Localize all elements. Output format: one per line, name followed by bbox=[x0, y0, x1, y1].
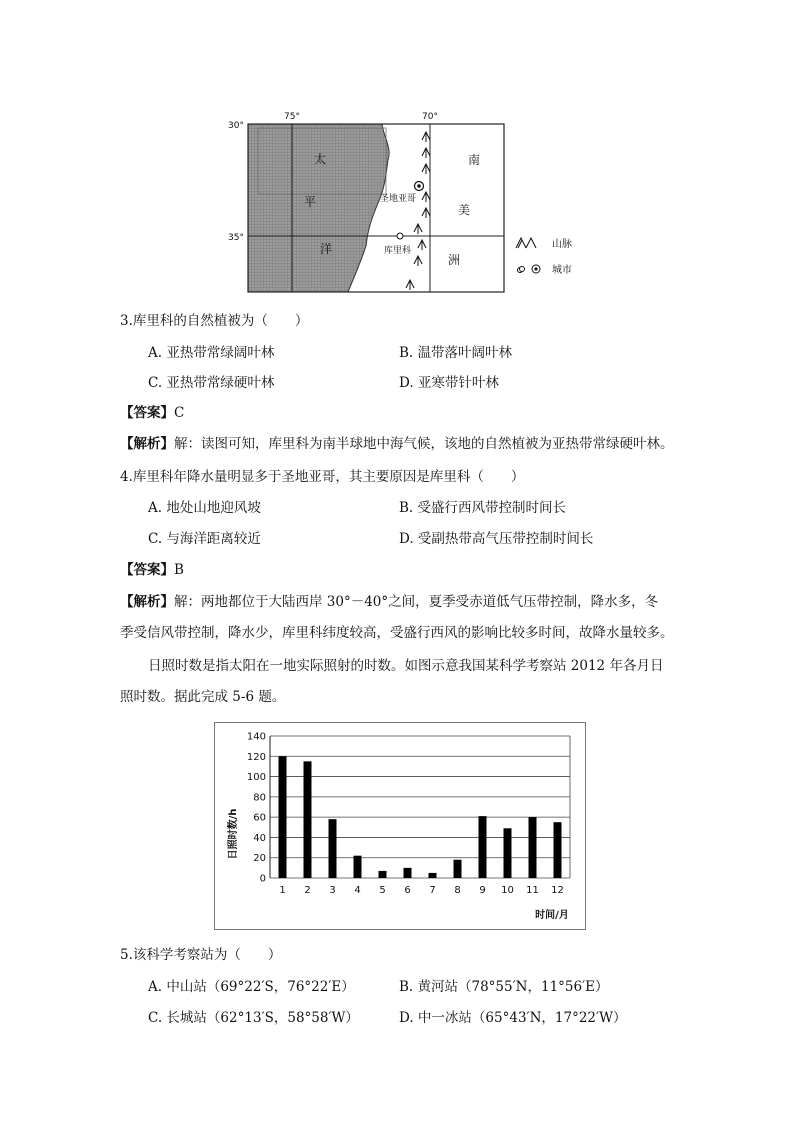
chart-bar-month-8 bbox=[454, 860, 462, 878]
chart-y-tick-label: 140 bbox=[246, 731, 266, 743]
q3-analysis-text: 解：读图可知，库里科为南半球地中海气候，该地的自然植被为亚热带常绿硬叶林。 bbox=[174, 436, 674, 452]
santiago-city-symbol bbox=[415, 182, 424, 191]
ocean-char-1: 太 bbox=[314, 152, 327, 166]
chart-y-tick-label: 20 bbox=[253, 853, 266, 865]
continent-char-2: 美 bbox=[458, 203, 471, 217]
chart-bar-month-2 bbox=[304, 761, 312, 878]
q5-option-c: C. 长城站（62°13′S，58°58′W） bbox=[148, 1010, 359, 1026]
chart-y-axis-label: 日照时数/h bbox=[228, 808, 239, 860]
q4-option-a: A. 地处山地迎风坡 bbox=[148, 500, 261, 516]
chart-x-axis-label: 时间/月 bbox=[535, 910, 569, 921]
label-lon-70: 70° bbox=[422, 112, 438, 122]
q4-answer-label: 【答案】 bbox=[120, 562, 174, 578]
q3-option-b: B. 温带落叶阔叶林 bbox=[399, 345, 513, 361]
q5-option-a: A. 中山站（69°22′S，76°22′E） bbox=[148, 979, 355, 995]
chart-x-tick-label: 6 bbox=[404, 885, 411, 896]
q4-analysis-text-1: 解：两地都位于大陆西岸 30°－40°之间，夏季受赤道低气压带控制，降水多，冬 bbox=[174, 594, 659, 610]
legend-mountain-symbol bbox=[516, 238, 536, 248]
chart-x-tick-label: 5 bbox=[379, 885, 386, 896]
andes-mountain-symbols bbox=[406, 132, 430, 290]
chart-x-tick-label: 8 bbox=[454, 885, 461, 896]
chart-y-tick-label: 0 bbox=[259, 873, 266, 885]
q5-option-b: B. 黄河站（78°55′N，11°56′E） bbox=[399, 979, 609, 995]
intro-line1: 日照时数是指太阳在一地实际照射的时数。如图示意我国某科学考察站 2012 年各月日 bbox=[148, 658, 664, 674]
chart-x-tick-label: 11 bbox=[526, 885, 539, 896]
chart-x-tick-label: 3 bbox=[329, 885, 336, 896]
q5-stem: 5.该科学考察站为（ ） bbox=[120, 947, 282, 963]
legend-icons bbox=[512, 234, 552, 274]
map-figure bbox=[222, 108, 522, 300]
label-lat-30: 30° bbox=[228, 121, 244, 131]
q4-analysis-line1 bbox=[120, 593, 658, 611]
q3-option-a: A. 亚热带常绿阔叶林 bbox=[148, 345, 275, 361]
q4-answer bbox=[120, 561, 184, 579]
chart-bar-month-7 bbox=[429, 873, 437, 878]
city-curico-label: 库里科 bbox=[384, 246, 412, 256]
q3-answer-label: 【答案】 bbox=[120, 405, 174, 421]
legend-city-small-symbol bbox=[520, 267, 525, 272]
chart-bar-month-11 bbox=[529, 817, 537, 878]
label-lat-35: 35° bbox=[228, 233, 244, 243]
chart-bar-month-5 bbox=[379, 871, 387, 878]
continent-char-3: 洲 bbox=[448, 253, 461, 267]
chart-bar-month-6 bbox=[404, 868, 412, 878]
label-lon-75: 75° bbox=[284, 112, 300, 122]
chart-x-tick-label: 2 bbox=[304, 885, 311, 896]
q3-answer bbox=[120, 404, 184, 422]
q4-stem: 4.库里科年降水量明显多于圣地亚哥，其主要原因是库里科（ ） bbox=[120, 469, 525, 485]
q4-option-d: D. 受副热带高气压带控制时间长 bbox=[399, 531, 594, 547]
chart-bar-month-12 bbox=[554, 822, 562, 878]
q3-option-d: D. 亚寒带针叶林 bbox=[399, 375, 499, 391]
q3-stem: 3.库里科的自然植被为（ ） bbox=[120, 313, 309, 329]
legend-mountain-label: 山脉 bbox=[552, 239, 572, 250]
chart-y-tick-label: 60 bbox=[253, 812, 266, 824]
sunshine-hours-bar-chart bbox=[214, 722, 586, 930]
q4-option-b: B. 受盛行西风带控制时间长 bbox=[399, 500, 567, 516]
q3-answer-value: C bbox=[174, 405, 185, 421]
chart-y-tick-label: 100 bbox=[246, 772, 266, 784]
chart-x-tick-label: 9 bbox=[479, 885, 486, 896]
chart-x-tick-label: 1 bbox=[279, 885, 286, 896]
chart-bar-month-10 bbox=[504, 828, 512, 878]
pacific-ocean-area bbox=[248, 124, 389, 292]
continent-char-1: 南 bbox=[468, 153, 481, 167]
chart-bar-month-3 bbox=[329, 819, 337, 878]
q4-answer-value: B bbox=[174, 562, 184, 578]
legend-city-big-symbol bbox=[532, 265, 540, 273]
q3-analysis-label: 【解析】 bbox=[120, 436, 174, 452]
legend-city-label: 城市 bbox=[552, 265, 572, 276]
chart-bar-month-9 bbox=[479, 816, 487, 878]
chart-y-tick-label: 120 bbox=[246, 751, 266, 763]
intro-line2: 照时数。据此完成 5-6 题。 bbox=[120, 689, 286, 705]
curico-city-symbol bbox=[397, 233, 403, 239]
q4-option-c: C. 与海洋距离较近 bbox=[148, 531, 261, 547]
ocean-char-2: 平 bbox=[304, 195, 317, 209]
chart-y-tick-label: 80 bbox=[253, 792, 266, 804]
chart-y-tick-label: 40 bbox=[253, 832, 266, 844]
q4-analysis-line2: 季受信风带控制，降水少，库里科纬度较高，受盛行西风的影响比较多时间，故降水量较多。 bbox=[120, 625, 674, 641]
city-santiago-label: 圣地亚哥 bbox=[380, 194, 417, 204]
q3-analysis bbox=[120, 435, 674, 453]
ocean-char-3: 洋 bbox=[320, 242, 333, 256]
chart-bar-month-1 bbox=[279, 756, 287, 878]
chart-x-tick-label: 12 bbox=[551, 885, 564, 896]
chart-x-tick-label: 7 bbox=[429, 885, 436, 896]
q5-option-d: D. 中一冰站（65°43′N，17°22′W） bbox=[399, 1010, 627, 1026]
chart-x-tick-label: 10 bbox=[501, 885, 514, 896]
q3-option-c: C. 亚热带常绿硬叶林 bbox=[148, 375, 275, 391]
chart-bar-month-4 bbox=[354, 856, 362, 878]
chart-x-tick-label: 4 bbox=[354, 885, 361, 896]
q4-analysis-label: 【解析】 bbox=[120, 594, 174, 610]
